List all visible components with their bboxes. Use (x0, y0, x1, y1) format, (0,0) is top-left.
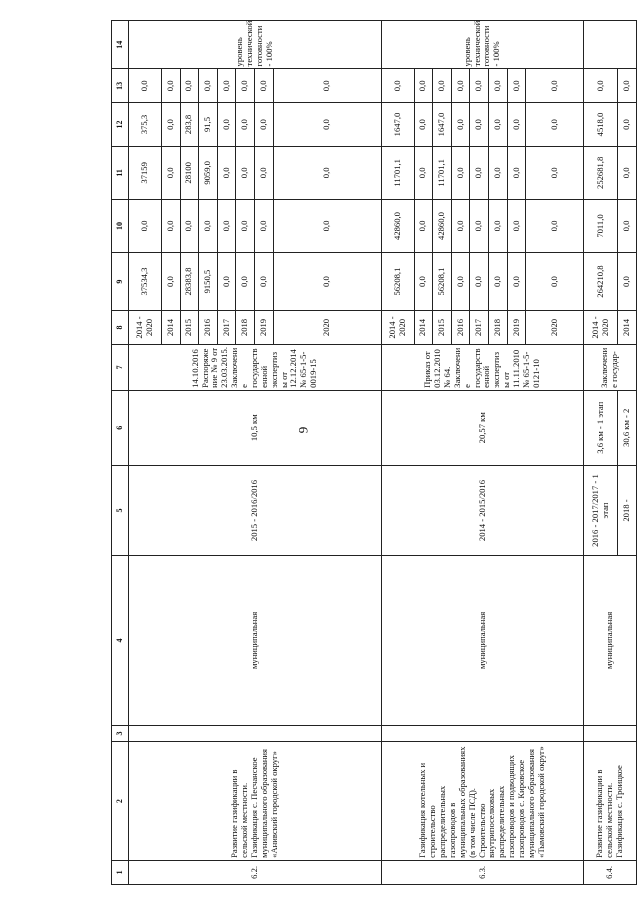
year-cell: 2018 (236, 311, 255, 345)
value-cell: 0,0 (526, 253, 584, 311)
value-cell: 0,0 (470, 199, 489, 252)
value-cell: 0,0 (217, 253, 236, 311)
value-cell: 0,0 (433, 69, 452, 103)
value-cell: 0,0 (236, 253, 255, 311)
value-cell: 0,0 (451, 146, 470, 199)
document-details: Приказ от 03.12.2010 № 64. Заключение государственной экспертизы от 11.11.2010 № 65-1-5-0121-10 (381, 344, 584, 390)
value-cell: 0,0 (414, 253, 433, 311)
value-cell: 0,0 (618, 103, 637, 147)
value-cell: 42860,0 (433, 199, 452, 252)
readiness-note: уровень технической готовности - 100% (129, 21, 382, 69)
col-header: 1 (112, 860, 129, 884)
value-cell: 0,0 (618, 253, 637, 311)
value-cell: 0,0 (507, 146, 526, 199)
value-cell: 0,0 (129, 199, 162, 252)
capacity: 10,5 км (129, 390, 382, 465)
row-number: 6.2. (129, 860, 382, 884)
col-header: 14 (112, 21, 129, 69)
investment-table (111, 20, 637, 885)
year-cell: 2014 - 2020 (381, 311, 414, 345)
value-cell: 0,0 (414, 103, 433, 147)
value-cell: 0,0 (180, 69, 199, 103)
year-cell: 2020 (526, 311, 584, 345)
year-cell: 2017 (217, 311, 236, 345)
value-cell: 0,0 (217, 146, 236, 199)
value-cell: 28100 (180, 146, 199, 199)
value-cell: 0,0 (489, 253, 508, 311)
value-cell: 0,0 (526, 69, 584, 103)
table-row (381, 21, 414, 885)
value-cell: 0,0 (470, 69, 489, 103)
value-cell: 0,0 (236, 146, 255, 199)
construction-period: 2018 - (618, 465, 637, 556)
value-cell: 0,0 (381, 69, 414, 103)
ownership: муниципальная (129, 556, 382, 725)
value-cell: 0,0 (451, 103, 470, 147)
value-cell: 7011,0 (584, 199, 618, 252)
value-cell: 0,0 (451, 199, 470, 252)
value-cell: 0,0 (161, 103, 180, 147)
value-cell: 0,0 (217, 103, 236, 147)
value-cell: 0,0 (526, 146, 584, 199)
value-cell: 0,0 (414, 199, 433, 252)
value-cell: 42860,0 (381, 199, 414, 252)
year-cell: 2014 - 2020 (129, 311, 162, 345)
value-cell: 0,0 (618, 199, 637, 252)
value-cell: 0,0 (526, 199, 584, 252)
value-cell: 37159 (129, 146, 162, 199)
document-details: 14.10.2016 Распоряжение № 9 от 23.03.2015. Заключение государственной экспертизы от 12.12.2014 № 65-1-5-0019-15 (129, 344, 382, 390)
value-cell: 0,0 (236, 103, 255, 147)
col-header: 5 (112, 465, 129, 556)
value-cell: 11701,1 (381, 146, 414, 199)
value-cell: 4518,0 (584, 103, 618, 147)
col-header: 11 (112, 146, 129, 199)
col-header: 9 (112, 253, 129, 311)
col-header: 7 (112, 344, 129, 390)
year-cell: 2015 (180, 311, 199, 345)
value-cell: 0,0 (273, 69, 381, 103)
value-cell: 0,0 (255, 103, 274, 147)
value-cell: 0,0 (161, 146, 180, 199)
value-cell: 0,0 (199, 69, 218, 103)
table-row (584, 21, 618, 885)
year-cell: 2019 (255, 311, 274, 345)
value-cell: 0,0 (161, 69, 180, 103)
value-cell: 0,0 (489, 146, 508, 199)
year-cell: 2018 (489, 311, 508, 345)
value-cell: 56208,1 (433, 253, 452, 311)
value-cell: 0,0 (236, 199, 255, 252)
value-cell: 0,0 (273, 146, 381, 199)
ownership: муниципальная (584, 556, 637, 725)
investment-table-container (111, 20, 637, 885)
value-cell: 375,3 (129, 103, 162, 147)
value-cell: 9059,0 (199, 146, 218, 199)
value-cell: 0,0 (489, 103, 508, 147)
value-cell: 56208,1 (381, 253, 414, 311)
object-name: Развитие газификации в сельской местности. Газификация с. Песчанское муниципального образования «Анивский городской округ» (129, 742, 382, 860)
value-cell: 0,0 (217, 69, 236, 103)
value-cell: 0,0 (255, 69, 274, 103)
ownership: муниципальная (381, 556, 584, 725)
row-number: 6.4. (584, 860, 637, 884)
document-details: Заключение государ- (584, 344, 637, 390)
value-cell: 91,5 (199, 103, 218, 147)
value-cell: 0,0 (507, 69, 526, 103)
header-row (112, 21, 129, 885)
value-cell: 0,0 (451, 253, 470, 311)
value-cell: 0,0 (414, 146, 433, 199)
value-cell: 252681,8 (584, 146, 618, 199)
value-cell: 0,0 (161, 199, 180, 252)
value-cell: 0,0 (273, 253, 381, 311)
empty-cell (381, 725, 584, 742)
value-cell: 0,0 (507, 253, 526, 311)
col-header: 8 (112, 311, 129, 345)
value-cell: 1647,0 (381, 103, 414, 147)
capacity: 30,6 км - 2 (618, 390, 637, 465)
col-header: 2 (112, 742, 129, 860)
value-cell: 0,0 (180, 199, 199, 252)
construction-period: 2015 - 2016/2016 (129, 465, 382, 556)
construction-period: 2016 - 2017/2017 - 1 этап (584, 465, 618, 556)
year-cell: 2015 (433, 311, 452, 345)
value-cell: 0,0 (217, 199, 236, 252)
col-header: 6 (112, 390, 129, 465)
value-cell: 0,0 (470, 146, 489, 199)
value-cell: 9150,5 (199, 253, 218, 311)
page-number: 9 (295, 426, 311, 434)
object-name: Газификация котельных и строительство распределительных газопроводов в муниципальных образованиях (в том числе ПСД). Строительство внутрипоселковых распределительных газопроводов и подводящих газопроводов с. Кировское муниципального образования «Тымовский городской округ» (381, 742, 584, 860)
year-cell: 2014 (161, 311, 180, 345)
value-cell: 0,0 (414, 69, 433, 103)
capacity: 3,6 км - 1 этап (584, 390, 618, 465)
value-cell: 37534,3 (129, 253, 162, 311)
table-row (129, 21, 162, 885)
value-cell: 0,0 (273, 103, 381, 147)
empty-cell (129, 725, 382, 742)
value-cell: 0,0 (129, 69, 162, 103)
value-cell: 0,0 (199, 199, 218, 252)
col-header: 4 (112, 556, 129, 725)
value-cell: 0,0 (507, 103, 526, 147)
col-header: 13 (112, 69, 129, 103)
year-cell: 2014 (618, 311, 637, 345)
year-cell: 2019 (507, 311, 526, 345)
object-name: Развитие газификации в сельской местности. Газификация с. Троицкое (584, 742, 637, 860)
value-cell: 0,0 (507, 199, 526, 252)
col-header: 12 (112, 103, 129, 147)
value-cell: 0,0 (273, 199, 381, 252)
col-header: 3 (112, 725, 129, 742)
value-cell: 0,0 (526, 103, 584, 147)
col-header: 10 (112, 199, 129, 252)
construction-period: 2014 - 2015/2016 (381, 465, 584, 556)
empty-cell (584, 21, 637, 69)
value-cell: 0,0 (255, 146, 274, 199)
value-cell: 0,0 (161, 253, 180, 311)
value-cell: 264210,8 (584, 253, 618, 311)
year-cell: 2020 (273, 311, 381, 345)
value-cell: 0,0 (618, 69, 637, 103)
year-cell: 2014 - 2020 (584, 311, 618, 345)
year-cell: 2017 (470, 311, 489, 345)
readiness-note: уровень технической готовности - 100% (381, 21, 584, 69)
year-cell: 2014 (414, 311, 433, 345)
value-cell: 0,0 (618, 146, 637, 199)
value-cell: 0,0 (451, 69, 470, 103)
year-cell: 2016 (451, 311, 470, 345)
value-cell: 0,0 (470, 103, 489, 147)
row-number: 6.3. (381, 860, 584, 884)
empty-cell (584, 725, 637, 742)
value-cell: 11701,1 (433, 146, 452, 199)
value-cell: 0,0 (489, 199, 508, 252)
year-cell: 2016 (199, 311, 218, 345)
value-cell: 0,0 (489, 69, 508, 103)
value-cell: 0,0 (470, 253, 489, 311)
value-cell: 28383,8 (180, 253, 199, 311)
value-cell: 1647,0 (433, 103, 452, 147)
value-cell: 0,0 (255, 253, 274, 311)
value-cell: 0,0 (236, 69, 255, 103)
capacity: 20,57 км (381, 390, 584, 465)
value-cell: 0,0 (255, 199, 274, 252)
value-cell: 0,0 (584, 69, 618, 103)
value-cell: 283,8 (180, 103, 199, 147)
